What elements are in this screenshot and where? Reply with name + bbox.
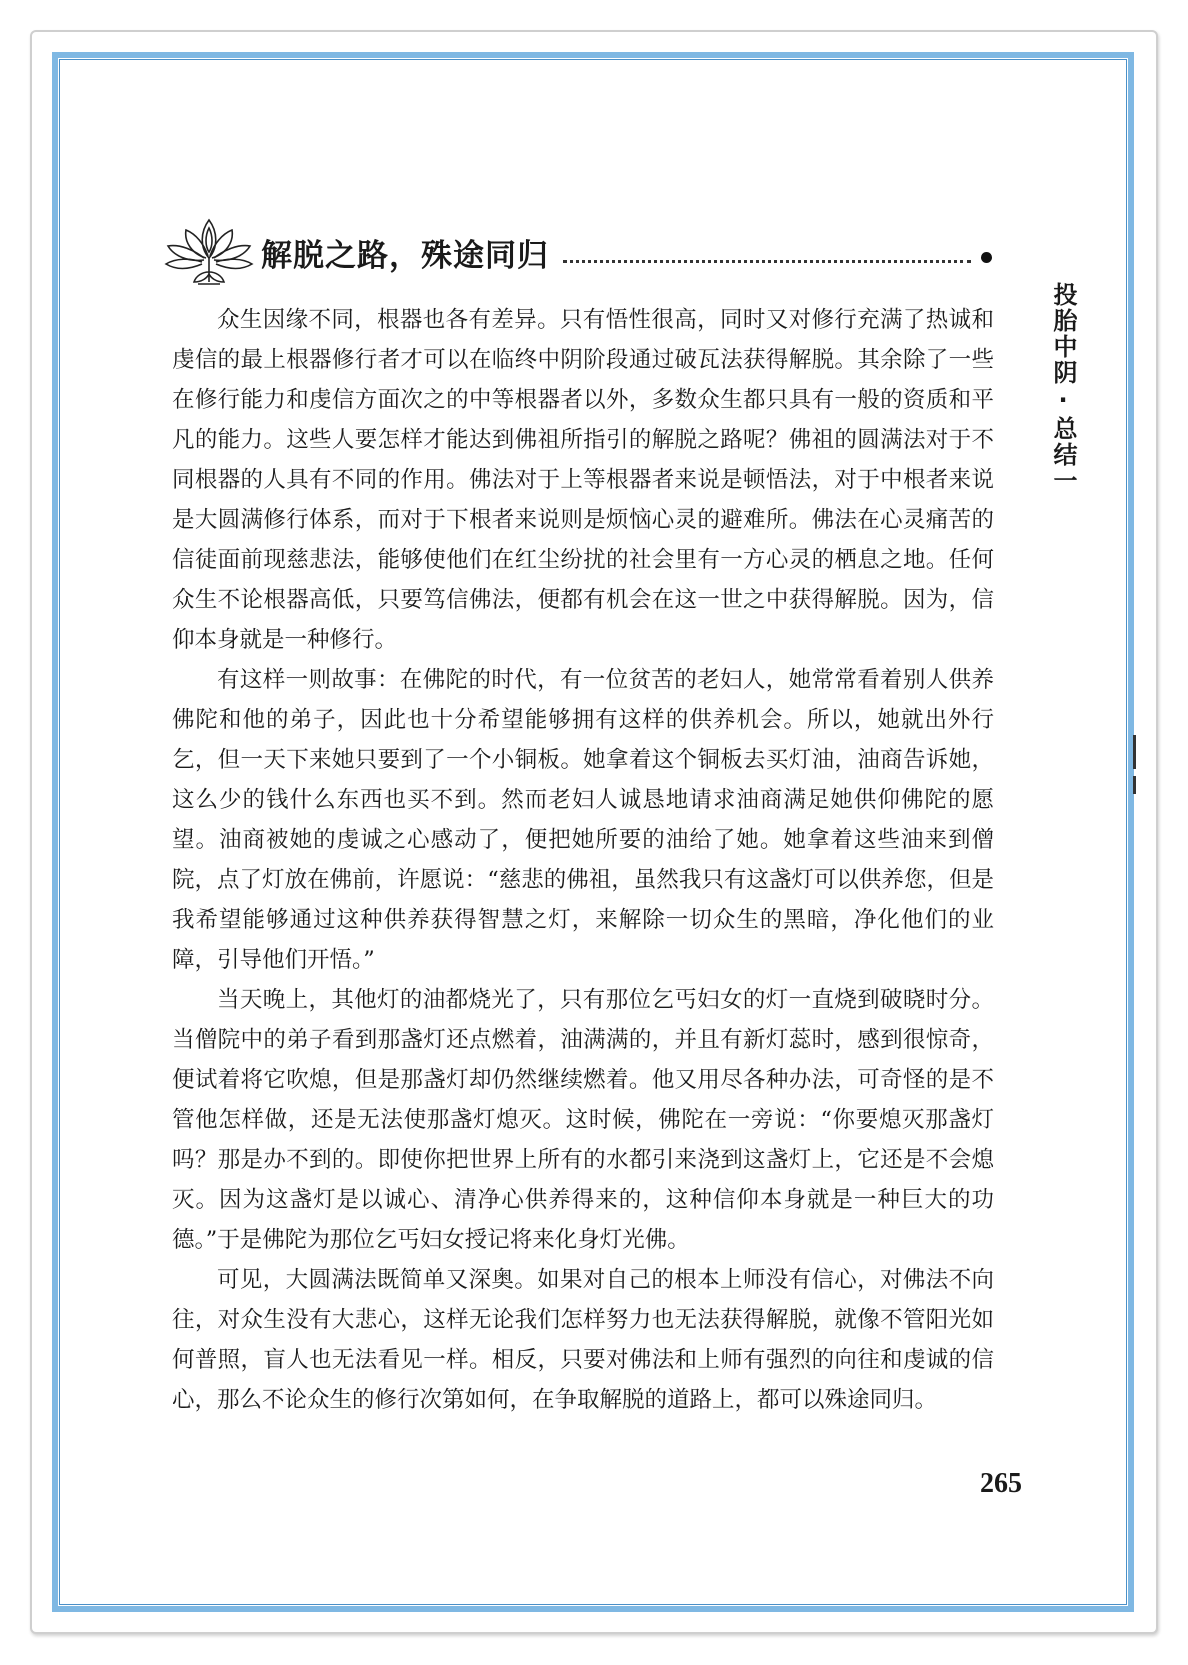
section-title: 解脱之路，殊途同归 <box>261 237 549 274</box>
lotus-icon <box>162 212 257 292</box>
page-number: 265 <box>980 1468 1022 1499</box>
section-heading <box>162 212 992 292</box>
heading-leader-dots <box>563 260 971 263</box>
paragraph: 有这样一则故事：在佛陀的时代，有一位贫苦的老妇人，她常常看着别人供养佛陀和他的弟子，因此也十分希望能够拥有这样的供养机会。所以，她就出外行乞，但一天下来她只要到了一个小铜板。她拿着这个铜板去买灯油，油商告诉她，这么少的钱什么东西也买不到。然而老妇人诚恳地请求油商满足她供仰佛陀的愿望。油商被她的虔诚之心感动了，便把她所要的油给了她。她拿着这些油来到僧院，点了灯放在佛前，许愿说：“慈悲的佛祖，虽然我只有这盏灯可以供养您，但是我希望能够通过这种供养获得智慧之灯，来解除一切众生的黑暗，净化他们的业障，引导他们开悟。” <box>172 667 994 973</box>
paragraph: 众生因缘不同，根器也各有差异。只有悟性很高，同时又对修行充满了热诚和虔信的最上根器修行者才可以在临终中阴阶段通过破瓦法获得解脱。其余除了一些在修行能力和虔信方面次之的中等根器者以外，多数众生都只具有一般的资质和平凡的能力。这些人要怎样才能达到佛祖所指引的解脱之路呢？佛祖的圆满法对于不同根器的人具有不同的作用。佛法对于上等根器者来说是顿悟法，对于中根者来说是大圆满修行体系，而对于下根者来说则是烦恼心灵的避难所。佛法在心灵痛苦的信徒面前现慈悲法，能够使他们在红尘纷扰的社会里有一方心灵的栖息之地。任何众生不论根器高低，只要笃信佛法，便都有机会在这一世之中获得解脱。因为，信仰本身就是一种修行。 <box>172 307 994 653</box>
paragraph: 可见，大圆满法既简单又深奥。如果对自己的根本上师没有信心，对佛法不向往，对众生没有大悲心，这样无论我们怎样努力也无法获得解脱，就像不管阳光如何普照，盲人也无法看见一样。相反，只要对佛法和上师有强烈的向往和虔诚的信心，那么不论众生的修行次第如何，在争取解脱的道路上，都可以殊途同归。 <box>172 1267 994 1413</box>
side-tab-marker <box>1133 776 1136 794</box>
heading-end-dot <box>981 252 992 263</box>
body-text <box>172 300 994 1420</box>
paragraph: 当天晚上，其他灯的油都烧光了，只有那位乞丐妇女的灯一直烧到破晓时分。当僧院中的弟子看到那盏灯还点燃着，油满满的，并且有新灯蕊时，感到很惊奇，便试着将它吹熄，但是那盏灯却仍然继续燃着。他又用尽各种办法，可奇怪的是不管他怎样做，还是无法使那盏灯熄灭。这时候，佛陀在一旁说：“你要熄灭那盏灯吗？那是办不到的。即使你把世界上所有的水都引来浇到这盏灯上，它还是不会熄灭。因为这盏灯是以诚心、清净心供养得来的，这种信仰本身就是一种巨大的功德。”于是佛陀为那位乞丐妇女授记将来化身灯光佛。 <box>172 987 994 1253</box>
chapter-side-tab: 投胎中阴·总结一 <box>1049 282 1077 494</box>
side-tab-marker <box>1133 735 1136 769</box>
